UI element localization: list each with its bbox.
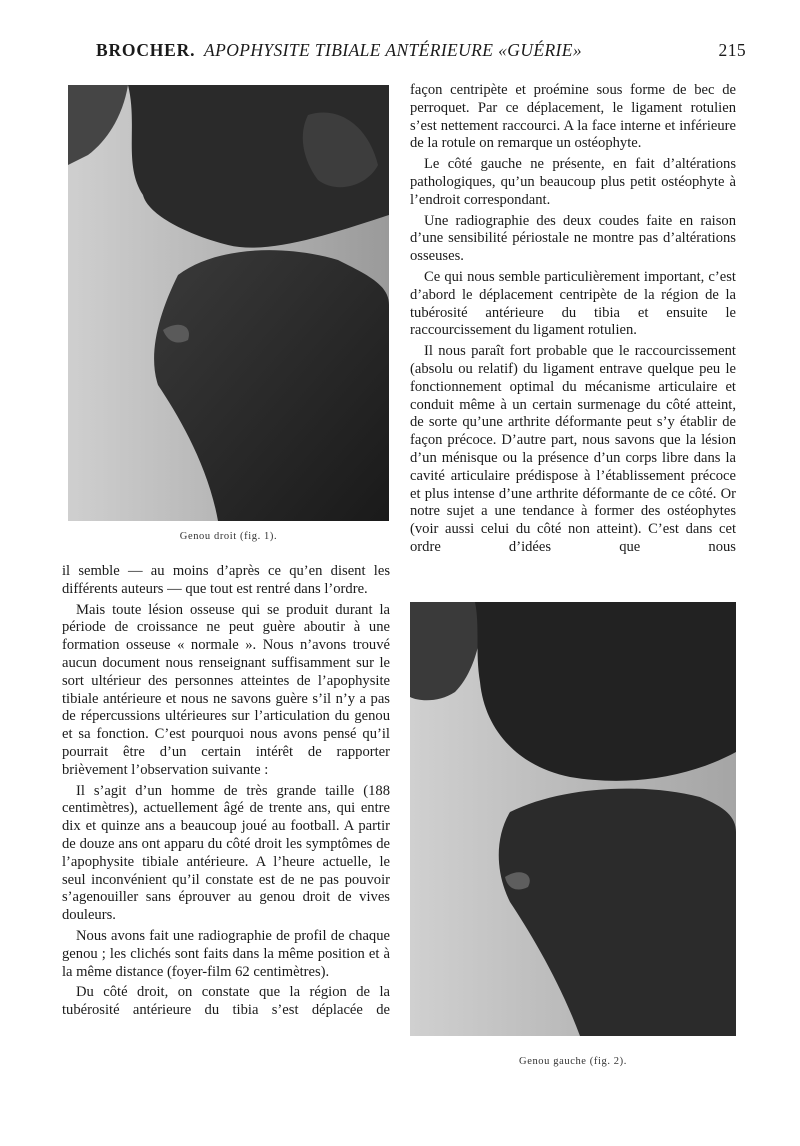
- paragraph: Nous avons fait une radiographie de profil de chaque genou ; les clichés sont faits dans la même position et à la même distance (foyer-film 62 centimètres).: [62, 927, 390, 980]
- page-number: 215: [718, 40, 746, 60]
- paragraph: Du côté droit, on constate que la région de la tubérosité antérieure du tibia s’est déplacée de: [62, 984, 390, 1019]
- paragraph: Il nous paraît fort probable que le raccourcissement (absolu ou relatif) du ligament entrave quelque peu le fonctionnement optimal du mécanisme articulaire et conduit même à un certain surmenage du côté atteint, de sorte qu’une arthrite déformante peut s’y établir de façon précoce. D’autre part, nous savons que la lésion d’un ménisque ou la présence d’un corps libre dans la cavité articulaire prédispose à l’établissement précoce et plus intense d’une arthrite déformante de ce côté. Or notre sujet a une tendance à former des ostéophytes (voir aussi celui du côté non atteint). C’est dans cet ordre d’idées que nous: [410, 343, 736, 555]
- paragraph: Le côté gauche ne présente, en fait d’altérations pathologiques, qu’un beaucoup plus petit ostéophyte à l’endroit correspondant.: [410, 156, 736, 208]
- figure-2-radiograph: [410, 602, 736, 1036]
- header-author: BROCHER.: [96, 40, 196, 60]
- paragraph: Une radiographie des deux coudes faite en raison d’une sensibilité périostale ne montre pas d’altérations osseuses.: [410, 212, 736, 265]
- radiograph-left-knee-image: [410, 602, 736, 1036]
- figure-1-caption: Genou droit (fig. 1).: [179, 531, 278, 542]
- figure-1-radiograph: [68, 85, 389, 521]
- paragraph: Mais toute lésion osseuse qui se produit durant la période de croissance ne peut guère aboutir à une formation osseuse « normale ». Nous n’avons trouvé aucun document nous renseignant suffisamment sur le sort ultérieur des personnes atteintes de l’apophysite tibiale antérieure et nous ne savons guère s’il n’y a pas de répercussions ultérieures sur l’articulation du genou et sa fonction. C’est pourquoi nous avons pensé qu’il pourrait être d’un certain intérêt de rapporter brièvement l’observation suivante :: [62, 601, 390, 778]
- paragraph: il semble — au moins d’après ce qu’en disent les différents auteurs — que tout est rentré dans l’ordre.: [62, 563, 390, 597]
- right-column-text: [410, 82, 736, 560]
- header-title: APOPHYSITE TIBIALE ANTÉRIEURE «GUÉRIE»: [204, 40, 583, 60]
- figure-2-caption: Genou gauche (fig. 2).: [519, 1056, 627, 1067]
- radiograph-right-knee-image: [68, 85, 389, 521]
- paragraph: Il s’agit d’un homme de très grande taille (188 centimètres), actuellement âgé de trente ans, qui entre dix et quinze ans a beaucoup joué au football. A partir de douze ans ont apparu du côté droit les symptômes de l’apophysite tibiale antérieure. A l’heure actuelle, le seul inconvénient qu’il constate est de ne pas pouvoir s’agenouiller sans éprouver au genou droit de vives douleurs.: [62, 782, 390, 924]
- left-column-text: [62, 563, 390, 1023]
- paragraph: Ce qui nous semble particulièrement important, c’est d’abord le déplacement centripète de la région de la tubérosité antérieure du tibia et ensuite le raccourcissement du ligament rotulien.: [410, 268, 736, 339]
- running-header: [96, 40, 746, 61]
- paragraph: façon centripète et proémine sous forme de bec de perroquet. Par ce déplacement, le ligament rotulien s’est nettement raccourci. A la face interne et inférieure de la rotule on remarque un ostéophyte.: [410, 82, 736, 152]
